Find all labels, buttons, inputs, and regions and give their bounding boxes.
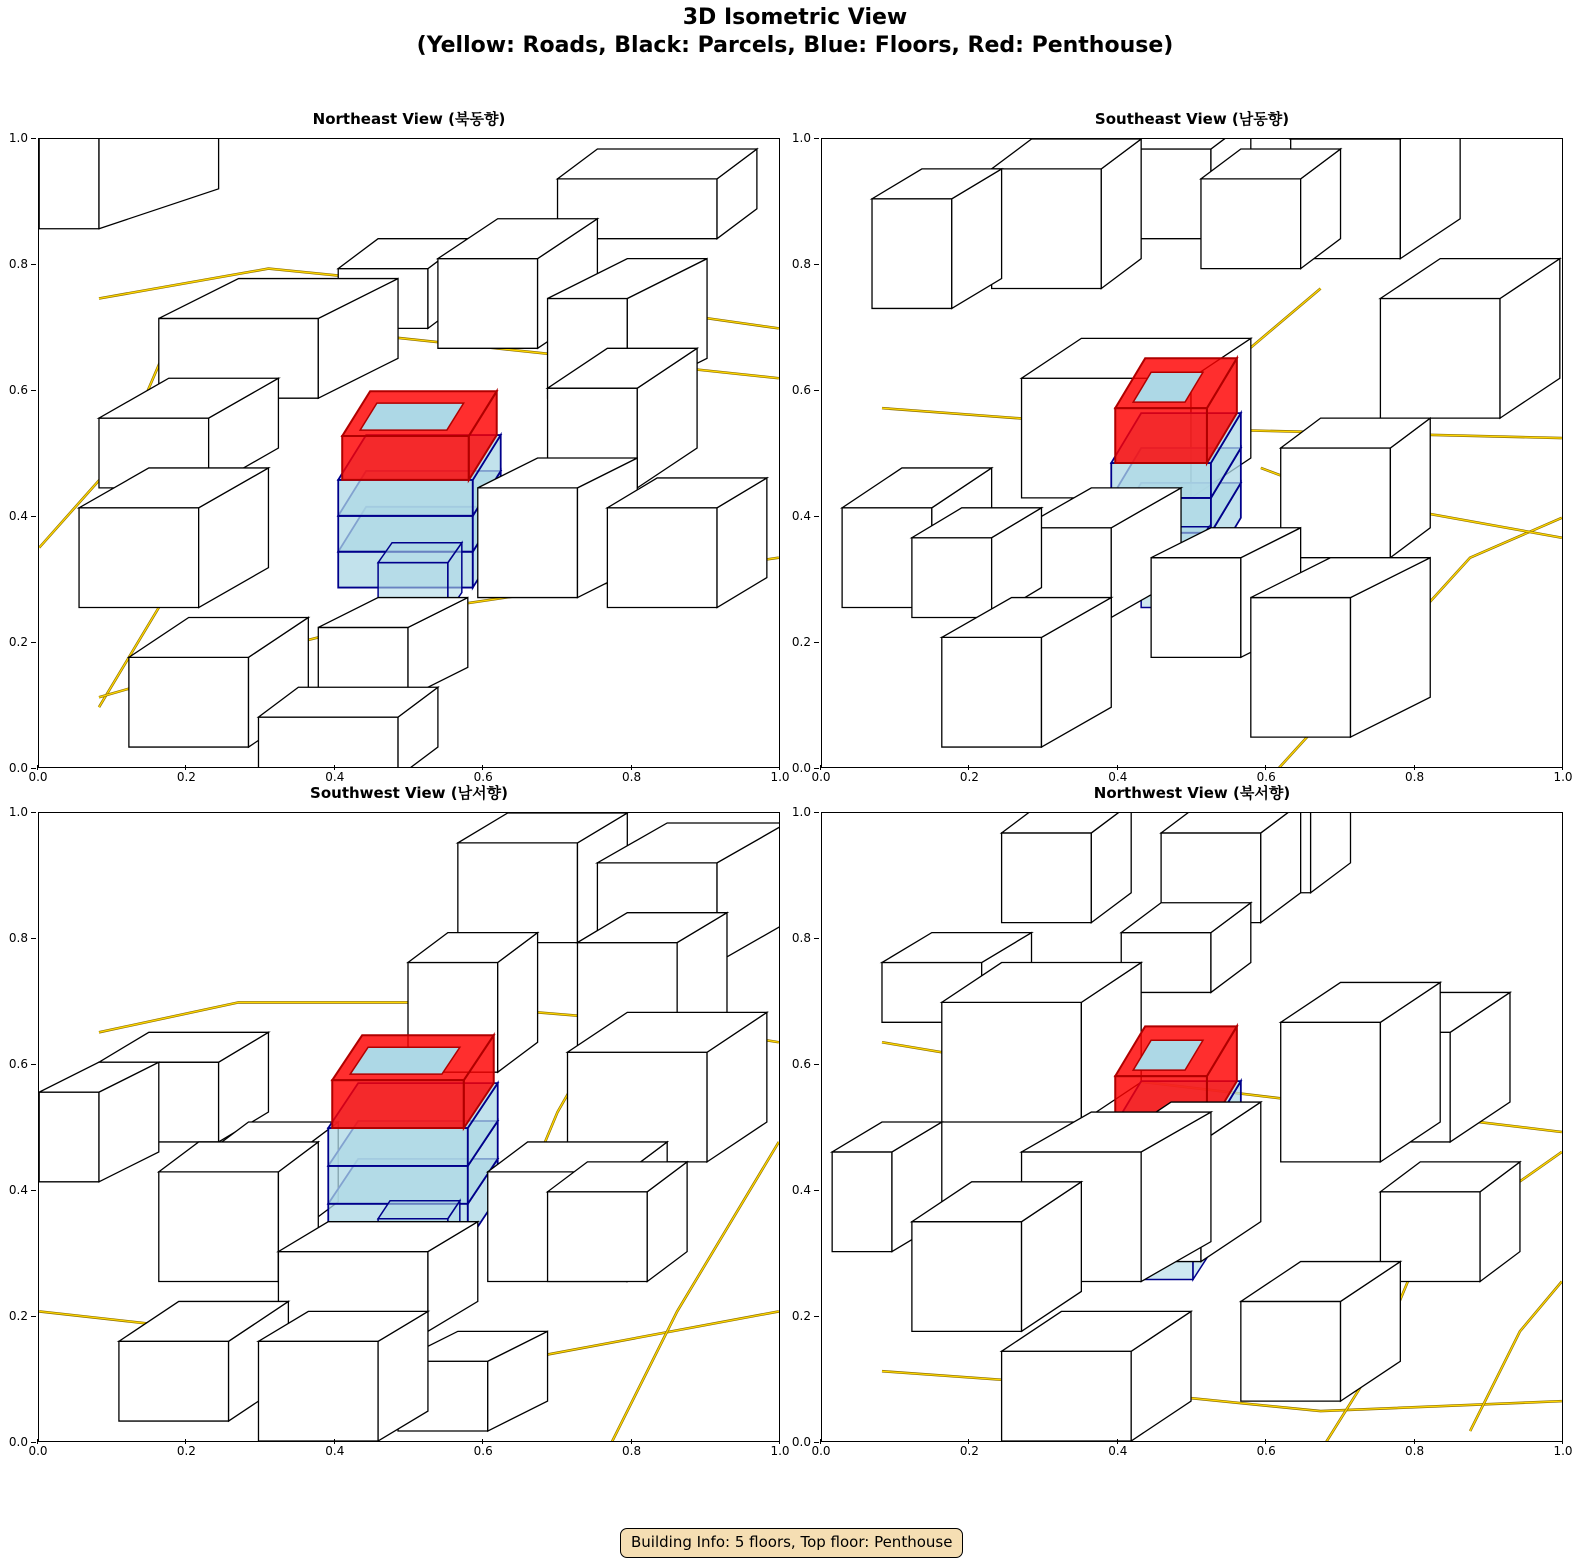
x-tick-label: 0.8 [1395, 1444, 1435, 1458]
penthouse-opening [360, 403, 463, 430]
y-tick-label: 0.2 [777, 1309, 811, 1323]
plot-area [821, 812, 1563, 1442]
x-tick-label: 0.6 [463, 1444, 503, 1458]
penthouse-front [332, 1080, 464, 1128]
road [1470, 1282, 1562, 1432]
isometric-scene [39, 139, 779, 767]
penthouse-opening [350, 1047, 460, 1074]
x-tick-label: 0.4 [315, 770, 355, 784]
panel-northeast [0, 108, 790, 788]
plot-area [38, 812, 780, 1442]
y-tick-label: 0.0 [0, 1435, 28, 1449]
parcel-building-front [1241, 1301, 1341, 1401]
parcel-building-front [1281, 1022, 1381, 1162]
parcel-building-front [159, 1172, 279, 1282]
x-tick-label: 0.0 [18, 770, 58, 784]
panel-title: Southeast View (남동향) [1094, 110, 1290, 128]
parcel-building-front [79, 508, 199, 608]
x-tick-label: 0.6 [1246, 770, 1286, 784]
figure-title [0, 4, 1590, 60]
x-tick-label: 0.2 [166, 1444, 206, 1458]
x-tick-label: 0.0 [801, 770, 841, 784]
panel-southwest [0, 782, 790, 1462]
parcel-building-front [1002, 833, 1092, 923]
y-tick-label: 0.6 [777, 383, 811, 397]
parcel-building-side [1400, 139, 1460, 259]
y-tick-label: 1.0 [0, 131, 28, 145]
parcel-building-front [119, 1341, 229, 1421]
x-tick-label: 0.4 [1098, 1444, 1138, 1458]
plot-area [38, 138, 780, 768]
x-tick-label: 0.6 [1246, 1444, 1286, 1458]
parcel-building-front [548, 1192, 648, 1282]
x-tick-label: 1.0 [760, 1444, 800, 1458]
parcel-building-front [438, 259, 538, 349]
y-tick-label: 0.6 [0, 1057, 28, 1071]
y-tick-label: 0.4 [0, 1183, 28, 1197]
figure-title-line2: (Yellow: Roads, Black: Parcels, Blue: Floors, Red: Penthouse) [416, 33, 1174, 58]
x-tick-label: 1.0 [1543, 1444, 1583, 1458]
isometric-scene [822, 813, 1562, 1441]
parcel-building-front [1380, 298, 1500, 418]
x-tick-label: 0.8 [612, 770, 652, 784]
y-tick-label: 1.0 [777, 131, 811, 145]
penthouse-front [342, 436, 469, 480]
panel-title: Northwest View (북서향) [1093, 784, 1291, 802]
isometric-scene [822, 139, 1562, 767]
x-tick-label: 1.0 [760, 770, 800, 784]
x-tick-label: 0.2 [166, 770, 206, 784]
y-tick-label: 0.8 [777, 931, 811, 945]
parcel-building-front [912, 538, 992, 618]
x-tick-label: 1.0 [1543, 770, 1583, 784]
road [882, 1371, 1562, 1411]
parcel-building-side [1261, 813, 1301, 923]
floor-level-front [328, 1128, 468, 1166]
x-tick-label: 0.8 [1395, 770, 1435, 784]
floor-level-front [338, 480, 473, 516]
parcel-building-front [478, 488, 578, 598]
parcel-building-front [1251, 598, 1351, 738]
parcel-building-front [39, 139, 99, 229]
y-tick-label: 1.0 [777, 805, 811, 819]
parcel-building-front [872, 199, 952, 309]
road-edge [1470, 1282, 1562, 1432]
y-tick-label: 0.0 [777, 761, 811, 775]
parcel-building-front [607, 508, 717, 608]
x-tick-label: 0.8 [612, 1444, 652, 1458]
parcel-building-front [1002, 1351, 1132, 1441]
parcel-building-side [1311, 813, 1351, 893]
y-tick-label: 0.0 [777, 1435, 811, 1449]
parcel-building-front [1151, 558, 1241, 658]
parcel-building-front [129, 657, 249, 747]
parcel-building-front [258, 1341, 378, 1441]
panel-title: Southwest View (남서향) [310, 784, 508, 802]
floor-level-front [328, 1166, 468, 1204]
parcel-building-front [39, 1092, 99, 1182]
floor-annex-top [378, 543, 462, 563]
parcel-building-front [832, 1152, 892, 1252]
building-info-box: Building Info: 5 floors, Top floor: Penthouse [620, 1528, 963, 1558]
y-tick-label: 0.0 [0, 761, 28, 775]
x-tick-label: 0.6 [463, 770, 503, 784]
parcel-building-front [942, 637, 1042, 747]
x-tick-label: 0.2 [949, 770, 989, 784]
penthouse-front [1115, 408, 1207, 463]
y-tick-label: 0.8 [0, 257, 28, 271]
parcel-building-front [458, 843, 578, 943]
y-tick-label: 0.4 [777, 1183, 811, 1197]
y-tick-label: 0.6 [777, 1057, 811, 1071]
parcel-building-side [1091, 813, 1131, 923]
floor-annex-top [378, 1201, 460, 1219]
parcel-building-front [942, 1002, 1082, 1122]
y-tick-label: 0.8 [777, 257, 811, 271]
y-tick-label: 0.4 [0, 509, 28, 523]
panel-northwest [783, 782, 1573, 1462]
x-tick-label: 0.0 [801, 1444, 841, 1458]
parcel-building-front [912, 1222, 1022, 1332]
x-tick-label: 0.4 [1098, 770, 1138, 784]
x-tick-label: 0.0 [18, 1444, 58, 1458]
y-tick-label: 0.4 [777, 509, 811, 523]
y-tick-label: 0.2 [0, 635, 28, 649]
parcel-building-front [1201, 179, 1301, 269]
parcel-building-front [992, 169, 1102, 289]
y-tick-label: 0.8 [0, 931, 28, 945]
y-tick-label: 0.2 [777, 635, 811, 649]
x-tick-label: 0.4 [315, 1444, 355, 1458]
isometric-scene [39, 813, 779, 1441]
figure-title-line1: 3D Isometric View [682, 5, 908, 30]
x-tick-label: 0.2 [949, 1444, 989, 1458]
plot-area [821, 138, 1563, 768]
parcel-building-side [99, 139, 219, 229]
parcel-building-front [258, 717, 398, 767]
y-tick-label: 1.0 [0, 805, 28, 819]
panel-title: Northeast View (북동향) [312, 110, 506, 128]
y-tick-label: 0.6 [0, 383, 28, 397]
y-tick-label: 0.2 [0, 1309, 28, 1323]
panel-southeast [783, 108, 1573, 788]
